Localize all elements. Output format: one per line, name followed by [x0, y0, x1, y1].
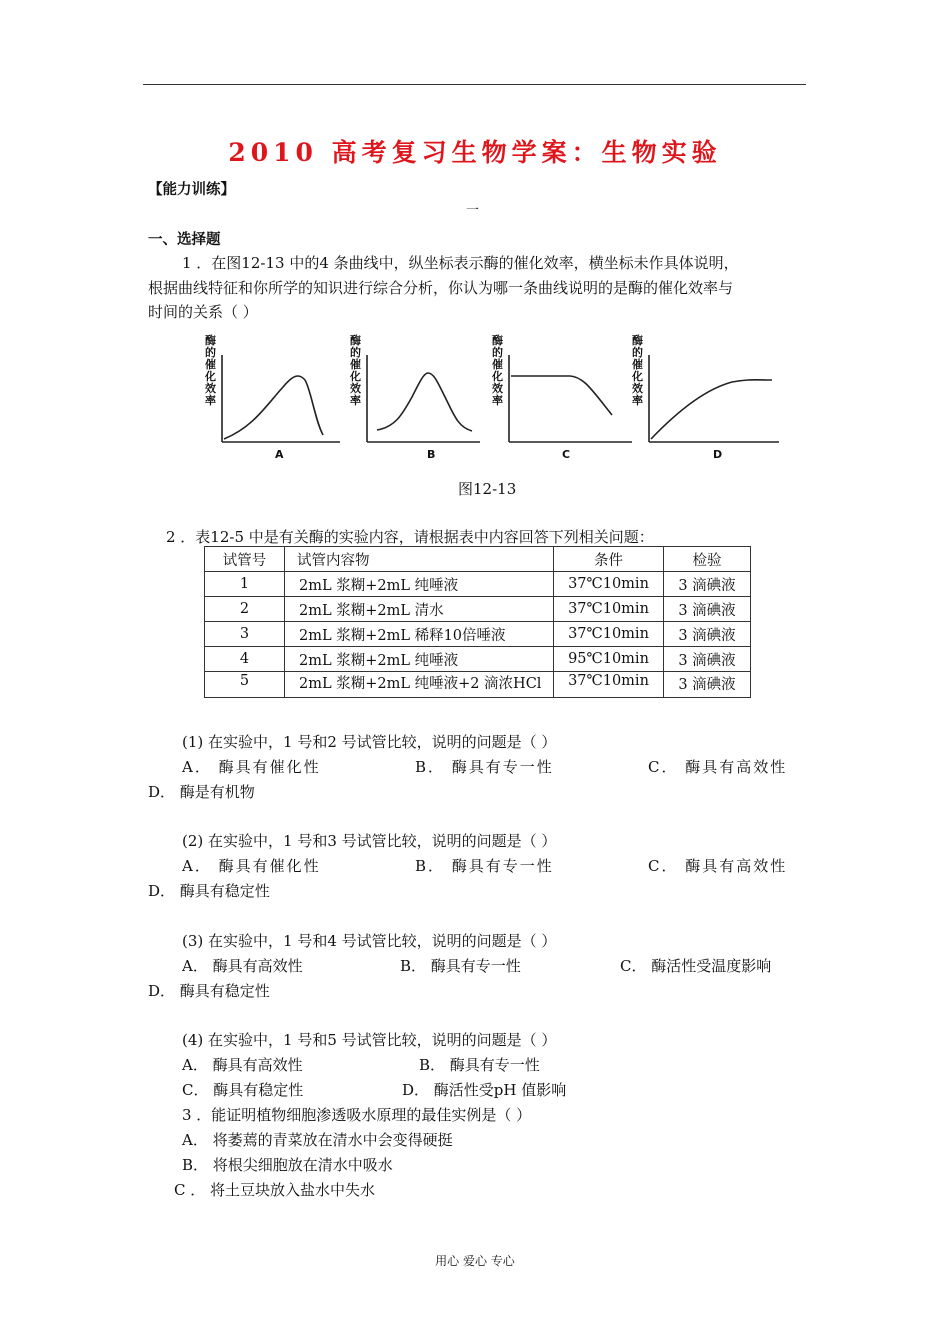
- section-choice-heading: 一、选择题: [148, 232, 221, 248]
- graph-d-label: D: [713, 448, 723, 461]
- graph-c-label: C: [562, 448, 571, 461]
- q1-line3: 时间的关系（ ）: [148, 303, 258, 321]
- graph-a-label: A: [275, 448, 284, 461]
- table-cell: 37℃10min: [554, 572, 664, 597]
- q2-sub4-stem: (4) 在实验中，1 号和5 号试管比较，说明的问题是（ ）: [182, 1031, 557, 1049]
- table-cell: 4: [205, 647, 285, 672]
- table-cell: 2mL 浆糊+2mL 纯唾液: [285, 647, 554, 672]
- graph-b-ylabel: 酶的催化效率: [350, 334, 361, 407]
- table-row: [205, 572, 751, 597]
- table-header-row: [205, 547, 751, 572]
- q3-stem: 3 ．能证明植物细胞渗透吸水原理的最佳实例是（ ）: [182, 1106, 532, 1124]
- table-row: [205, 597, 751, 622]
- q2-sub1-option-b: B． 酶具有专一性: [415, 758, 554, 776]
- table-cell: 2mL 浆糊+2mL 稀释10倍唾液: [285, 622, 554, 647]
- q2-sub4-option-c: C． 酶具有稳定性: [182, 1081, 304, 1099]
- q2-sub2-option-a: A． 酶具有催化性: [182, 857, 321, 875]
- table-header-cell: 检验: [664, 547, 751, 572]
- graph-b-label: B: [427, 448, 436, 461]
- table-cell: 3 滴碘液: [664, 647, 751, 672]
- q1-line2: 根据曲线特征和你所学的知识进行综合分析，你认为哪一条曲线说明的是酶的催化效率与: [148, 279, 734, 297]
- q2-sub1-option-d: D． 酶是有机物: [148, 783, 255, 801]
- table-cell: 2mL 浆糊+2mL 纯唾液+2 滴浓HCl: [285, 672, 554, 698]
- graph-c-ylabel: 酶的催化效率: [492, 334, 503, 407]
- table-cell: 37℃10min: [554, 672, 664, 698]
- table-cell: 3 滴碘液: [664, 672, 751, 698]
- q2-sub2-option-d: D． 酶具有稳定性: [148, 882, 270, 900]
- q2-sub1-option-a: A． 酶具有催化性: [182, 758, 321, 776]
- q2-sub3-stem: (3) 在实验中，1 号和4 号试管比较，说明的问题是（ ）: [182, 932, 557, 950]
- q2-sub3-option-c: C． 酶活性受温度影响: [620, 957, 772, 975]
- q2-sub4-option-b: B． 酶具有专一性: [419, 1056, 540, 1074]
- table-cell: 2mL 浆糊+2mL 清水: [285, 597, 554, 622]
- q2-sub3-option-d: D． 酶具有稳定性: [148, 982, 270, 1000]
- q2-sub2-option-b: B． 酶具有专一性: [415, 857, 554, 875]
- table-cell: 2: [205, 597, 285, 622]
- q3-option-c: C ． 将土豆块放入盐水中失水: [174, 1181, 376, 1199]
- q2-sub2-stem: (2) 在实验中，1 号和3 号试管比较，说明的问题是（ ）: [182, 832, 557, 850]
- graph-a-plot: [205, 335, 345, 450]
- table-row: [205, 622, 751, 647]
- q2-sub4-option-d: D． 酶活性受pH 值影响: [402, 1081, 567, 1099]
- page-footer: 用心 爱心 专心: [435, 1254, 515, 1268]
- q3-option-b: B． 将根尖细胞放在清水中吸水: [182, 1156, 393, 1174]
- table-cell: 37℃10min: [554, 597, 664, 622]
- q2-sub1-option-c: C． 酶具有高效性: [648, 758, 788, 776]
- table-cell: 2mL 浆糊+2mL 纯唾液: [285, 572, 554, 597]
- table-row: [205, 647, 751, 672]
- header-rule: [143, 84, 806, 85]
- table-cell: 3 滴碘液: [664, 622, 751, 647]
- figure-caption: 图12-13: [458, 480, 517, 498]
- experiment-table: [204, 546, 751, 698]
- table-cell: 95℃10min: [554, 647, 664, 672]
- table-cell: 37℃10min: [554, 622, 664, 647]
- graph-b-plot: [350, 335, 485, 450]
- graph-d-plot: [632, 335, 782, 450]
- table-header-cell: 试管内容物: [285, 547, 554, 572]
- graph-d-ylabel: 酶的催化效率: [632, 334, 643, 407]
- divider-mark: 一: [466, 203, 480, 218]
- q1-line1: 1 ．在图12-13 中的4 条曲线中，纵坐标表示酶的催化效率，横坐标未作具体说明，: [182, 254, 739, 272]
- q2-sub1-stem: (1) 在实验中，1 号和2 号试管比较，说明的问题是（ ）: [182, 733, 557, 751]
- q2-sub3-option-a: A． 酶具有高效性: [182, 957, 303, 975]
- table-cell: 1: [205, 572, 285, 597]
- q3-option-a: A． 将萎蔫的青菜放在清水中会变得硬挺: [182, 1131, 453, 1149]
- q2-sub4-option-a: A． 酶具有高效性: [182, 1056, 303, 1074]
- q2-sub2-option-c: C． 酶具有高效性: [648, 857, 788, 875]
- graph-c-plot: [492, 335, 637, 450]
- page-title: 2010 高考复习生物学案：生物实验: [228, 138, 722, 167]
- table-row: [205, 672, 751, 698]
- table-cell: 3 滴碘液: [664, 572, 751, 597]
- q2-intro: 2 ．表12-5 中是有关酶的实验内容，请根据表中内容回答下列相关问题：: [166, 528, 654, 546]
- section-ability-heading: 【能力训练】: [148, 182, 235, 198]
- table-header-cell: 条件: [554, 547, 664, 572]
- table-cell: 3: [205, 622, 285, 647]
- graph-a-ylabel: 酶的催化效率: [205, 334, 216, 407]
- table-cell: 3 滴碘液: [664, 597, 751, 622]
- table-header-cell: 试管号: [205, 547, 285, 572]
- table-cell: 5: [205, 672, 285, 698]
- q2-sub3-option-b: B． 酶具有专一性: [400, 957, 521, 975]
